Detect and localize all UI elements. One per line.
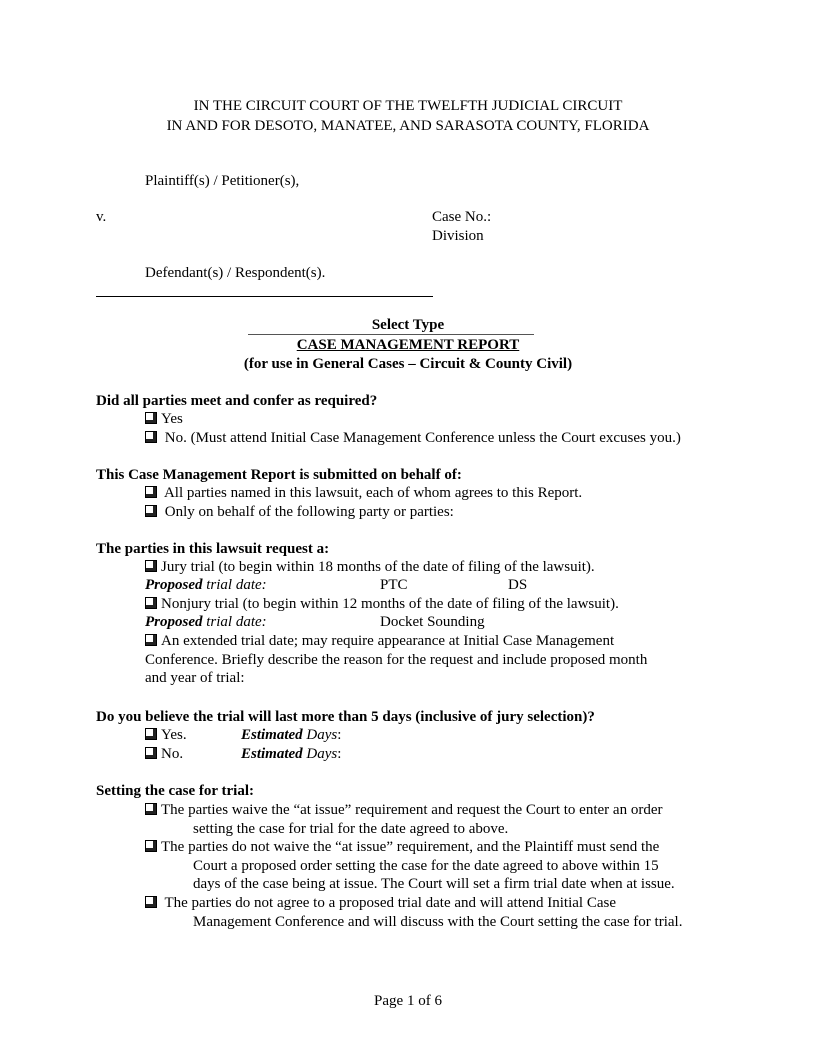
court-heading-line2: IN AND FOR DESOTO, MANATEE, AND SARASOTA COUNTY, FLORIDA: [166, 118, 650, 134]
setting-option-waive-line2: setting the case for trial for the date agreed to above.: [193, 821, 509, 837]
checkbox-icon[interactable]: [145, 728, 157, 740]
checkbox-icon[interactable]: [145, 412, 157, 424]
behalf-all-parties-label: All parties named in this lawsuit, each of whom agrees to this Report.: [163, 485, 583, 501]
setting-option-not-waive-line2: Court a proposed order setting the case for the date agreed to above within 15: [193, 858, 659, 874]
extended-trial-label-line2: Conference. Briefly describe the reason for the request and include proposed month: [145, 652, 648, 668]
checkbox-icon[interactable]: [145, 505, 157, 517]
duration-no-label: No.: [161, 746, 184, 762]
select-type-dropdown[interactable]: Select Type: [371, 317, 445, 333]
nonjury-proposed-date-label: [145, 613, 267, 631]
days-word: Days: [306, 727, 338, 743]
behalf-only-label: Only on behalf of the following party or parties:: [164, 504, 454, 520]
days-word: Days: [306, 746, 338, 762]
page-number: Page 1 of 6: [374, 993, 442, 1009]
meet-confer-yes-label: Yes: [161, 411, 183, 427]
checkbox-icon[interactable]: [145, 840, 157, 852]
meet-confer-no-option[interactable]: [145, 429, 681, 447]
trial-date-word: trial date:: [206, 577, 267, 593]
report-title: CASE MANAGEMENT REPORT: [296, 337, 520, 353]
estimated-word: Estimated: [241, 727, 303, 743]
duration-no-option[interactable]: [145, 745, 183, 763]
division-label: Division: [432, 228, 484, 244]
defendant-label: Defendant(s) / Respondent(s).: [145, 265, 326, 281]
setting-heading: Setting the case for trial:: [96, 783, 255, 799]
docket-sounding-label: Docket Sounding: [380, 614, 485, 630]
request-question: The parties in this lawsuit request a:: [96, 541, 330, 557]
versus-label: v.: [96, 209, 107, 225]
days-colon: :: [337, 746, 342, 762]
setting-option-no-agree-line2: Management Conference and will discuss with the Court setting the case for trial.: [193, 914, 683, 930]
trial-date-word: trial date:: [206, 614, 267, 630]
meet-confer-no-label: No. (Must attend Initial Case Management Conference unless the Court excuses you.): [164, 430, 681, 446]
checkbox-icon[interactable]: [145, 560, 157, 572]
meet-confer-yes-option[interactable]: [145, 410, 183, 428]
proposed-word: Proposed: [145, 614, 203, 630]
checkbox-icon[interactable]: [145, 597, 157, 609]
setting-option-no-agree-line1: The parties do not agree to a proposed trial date and will attend Initial Case: [164, 895, 617, 911]
report-subtitle: (for use in General Cases – Circuit & County Civil): [243, 356, 573, 372]
jury-trial-option[interactable]: [145, 558, 595, 576]
jury-proposed-date-label: [145, 576, 267, 594]
extended-trial-label-line1: An extended trial date; may require appearance at Initial Case Management: [161, 633, 615, 649]
estimated-word: Estimated: [241, 746, 303, 762]
select-type-underline: [248, 334, 534, 335]
proposed-word: Proposed: [145, 577, 203, 593]
case-number-label: Case No.:: [432, 209, 492, 225]
duration-yes-option[interactable]: [145, 726, 187, 744]
behalf-all-parties-option[interactable]: [145, 484, 582, 502]
setting-option-waive[interactable]: [145, 801, 662, 819]
setting-option-not-waive-line1: The parties do not waive the “at issue” requirement, and the Plaintiff must send the: [161, 839, 660, 855]
extended-trial-label-line3: and year of trial:: [145, 670, 245, 686]
plaintiff-label: Plaintiff(s) / Petitioner(s),: [145, 173, 300, 189]
duration-no-estimated-days: [241, 745, 341, 763]
behalf-question: This Case Management Report is submitted on behalf of:: [96, 467, 462, 483]
checkbox-icon[interactable]: [145, 431, 157, 443]
checkbox-icon[interactable]: [145, 486, 157, 498]
setting-option-not-waive-line3: days of the case being at issue. The Court will set a firm trial date when at issue.: [193, 876, 675, 892]
checkbox-icon[interactable]: [145, 803, 157, 815]
jury-trial-label: Jury trial (to begin within 18 months of the date of filing of the lawsuit).: [161, 559, 595, 575]
checkbox-icon[interactable]: [145, 634, 157, 646]
checkbox-icon[interactable]: [145, 896, 157, 908]
setting-option-no-agree[interactable]: [145, 894, 616, 912]
behalf-only-option[interactable]: [145, 503, 454, 521]
nonjury-trial-label: Nonjury trial (to begin within 12 months of the date of filing of the lawsuit).: [161, 596, 619, 612]
caption-divider: [96, 296, 433, 297]
duration-question: Do you believe the trial will last more than 5 days (inclusive of jury selection)?: [96, 709, 595, 725]
meet-confer-question: Did all parties meet and confer as required?: [96, 393, 378, 409]
court-heading-line1: IN THE CIRCUIT COURT OF THE TWELFTH JUDICIAL CIRCUIT: [193, 98, 623, 114]
ptc-label: PTC: [380, 577, 408, 593]
days-colon: :: [337, 727, 342, 743]
nonjury-trial-option[interactable]: [145, 595, 619, 613]
extended-trial-option[interactable]: [145, 632, 614, 650]
ds-label: DS: [508, 577, 528, 593]
setting-option-waive-line1: The parties waive the “at issue” requirement and request the Court to enter an order: [161, 802, 663, 818]
duration-yes-label: Yes.: [161, 727, 187, 743]
setting-option-not-waive[interactable]: [145, 838, 659, 856]
checkbox-icon[interactable]: [145, 747, 157, 759]
duration-yes-estimated-days: [241, 726, 341, 744]
